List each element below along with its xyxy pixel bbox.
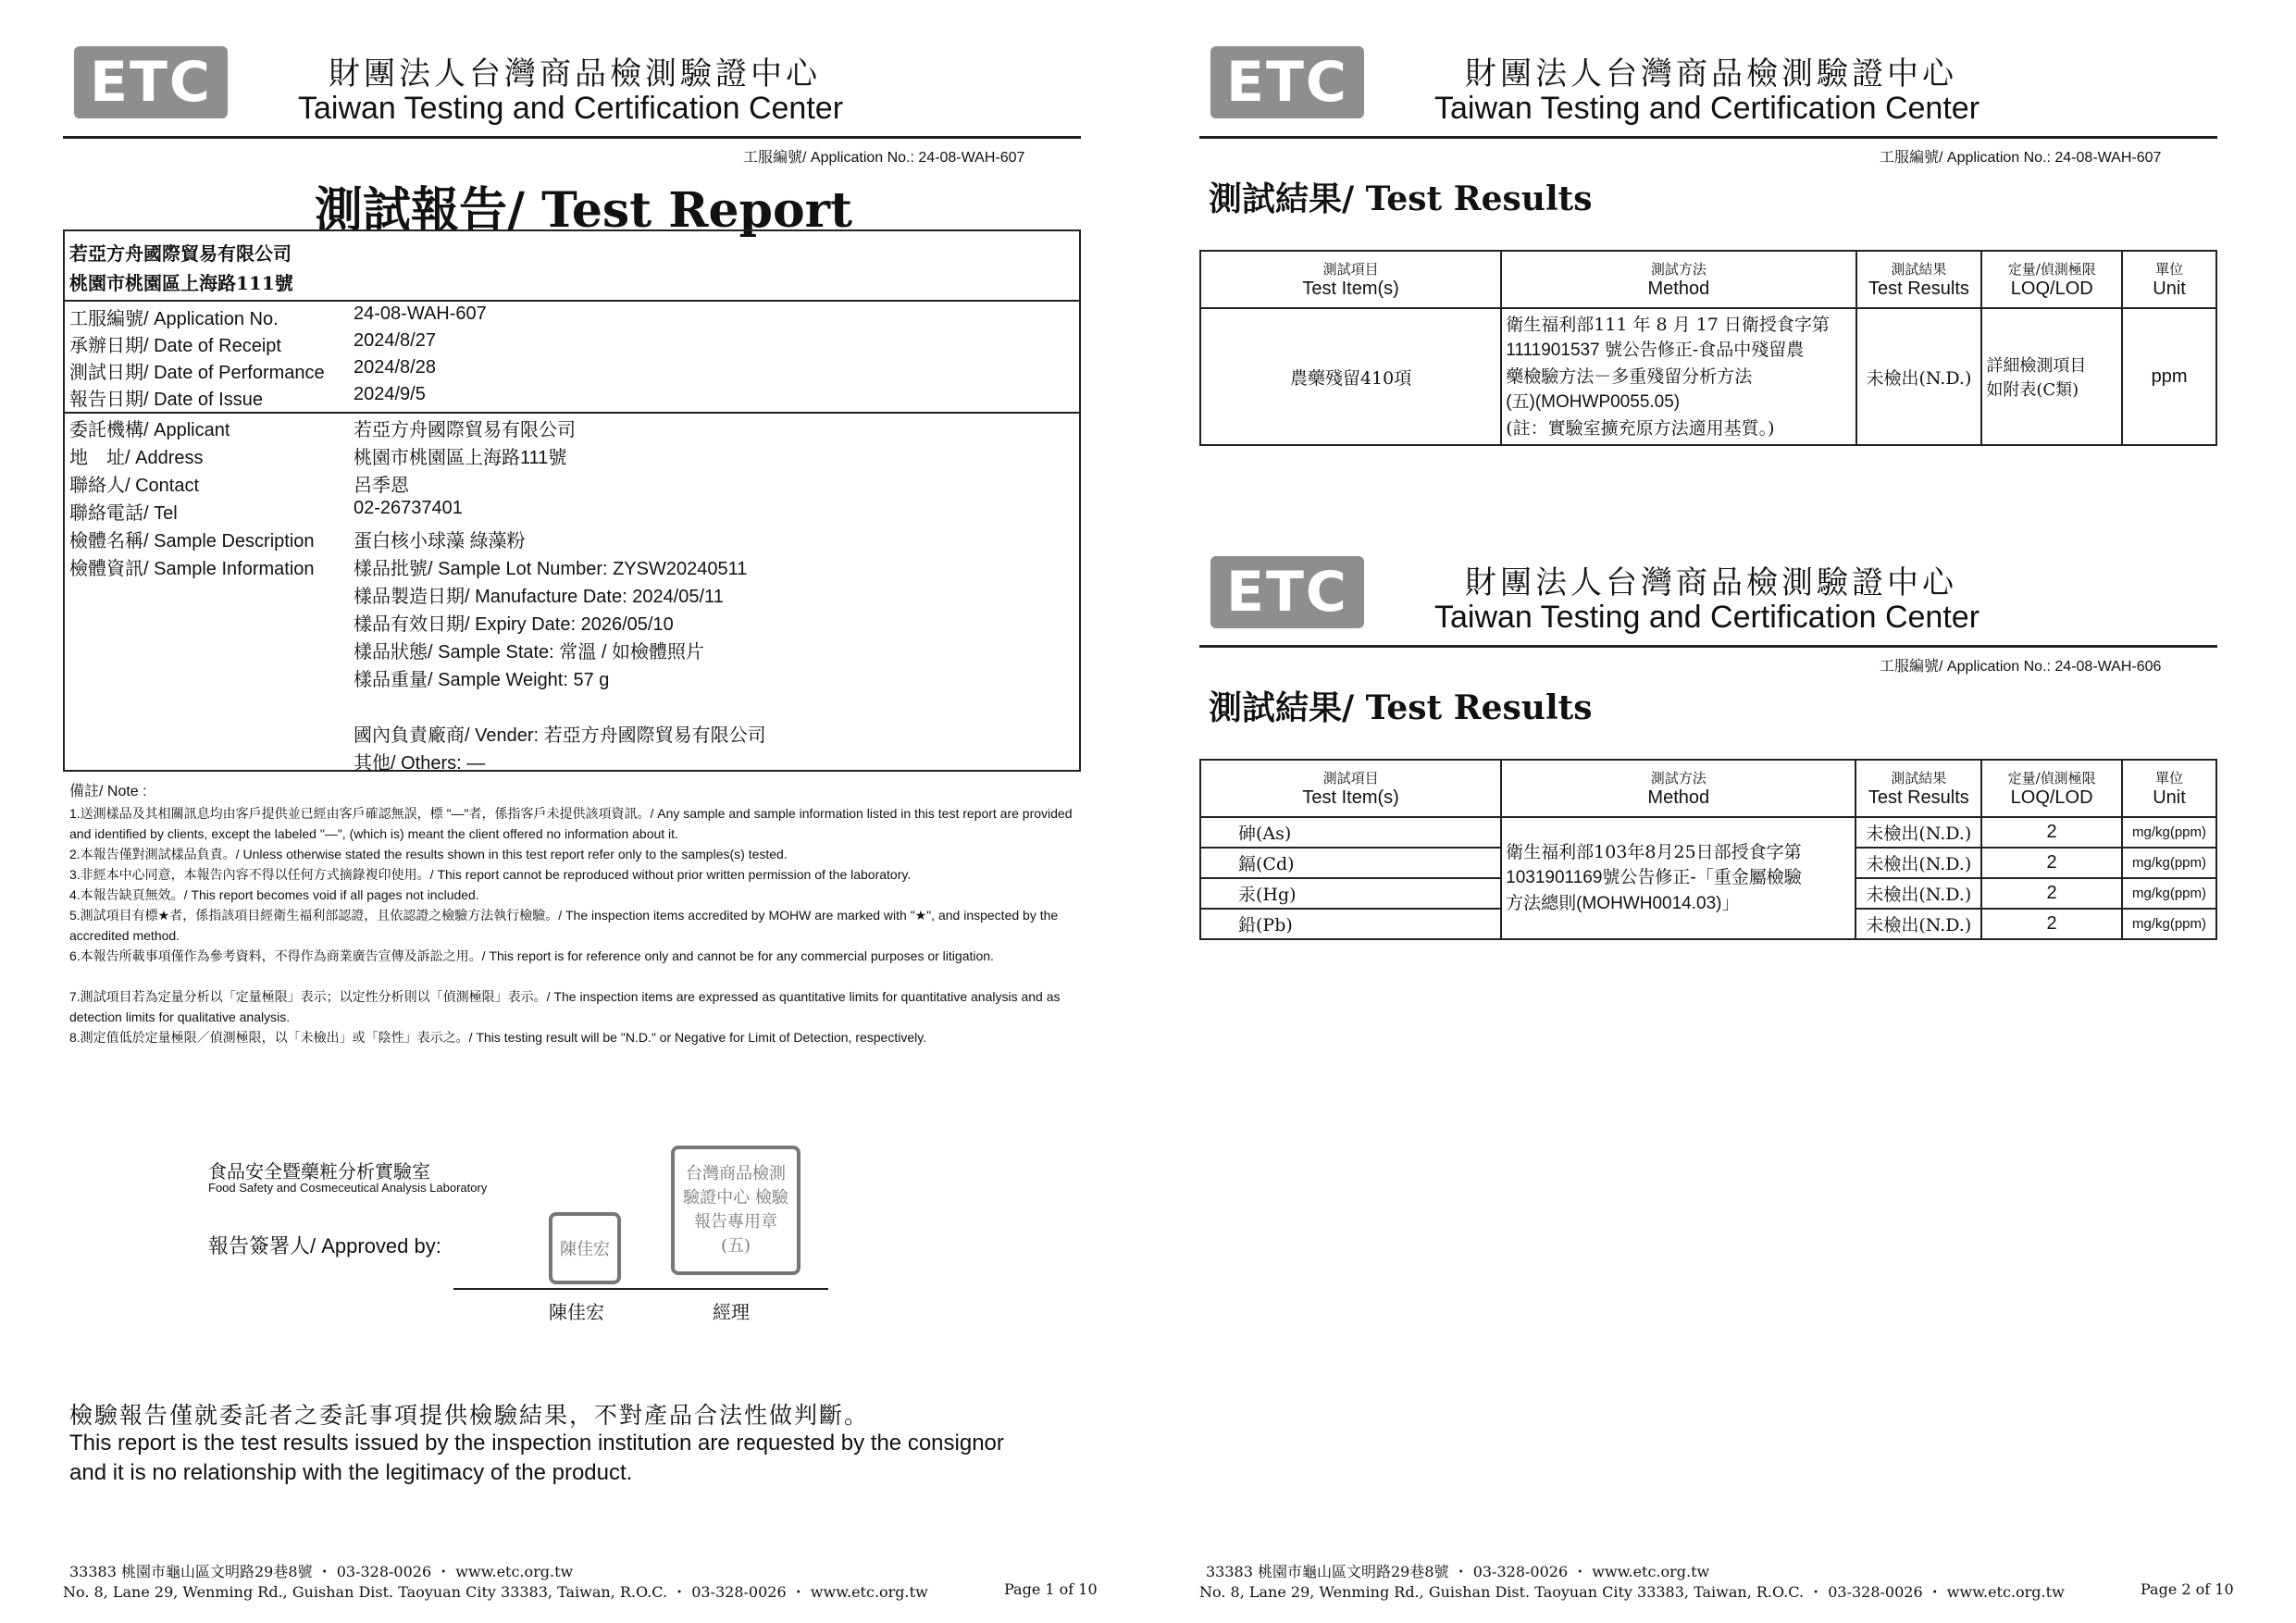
- client-address: 桃園市桃園區上海路111號: [69, 272, 293, 294]
- org-name-zh: 財團法人台灣商品檢測驗證中心: [1465, 56, 1957, 93]
- header-cell: 測試結果 Test Results: [1856, 251, 1982, 308]
- test-item: 農藥殘留410項: [1200, 308, 1501, 445]
- approved-by-label: 報告簽署人/ Approved by:: [208, 1234, 441, 1258]
- signer-seal: 陳佳宏: [549, 1212, 621, 1284]
- unit: mg/kg(ppm): [2122, 817, 2216, 848]
- footer-address-en: No. 8, Lane 29, Wenming Rd., Guishan Dist. Taoyuan City 33383, Taiwan, R.O.C. ・ 03-328-0026 ・ www.etc.org.tw: [1199, 1583, 2065, 1601]
- page-number: Page 2 of 10: [2141, 1580, 2234, 1598]
- divider: [63, 412, 1081, 414]
- heavy-metal-results-table: [1199, 759, 2217, 940]
- field-label: 委託機構/ Applicant: [69, 420, 230, 440]
- field-value: 2024/8/28: [354, 357, 436, 378]
- field-value: 02-26737401: [354, 498, 463, 518]
- footer-address-en: No. 8, Lane 29, Wenming Rd., Guishan Dist. Taoyuan City 33383, Taiwan, R.O.C. ・ 03-328-0026 ・ www.etc.org.tw: [63, 1583, 928, 1601]
- footer-address-zh: 33383 桃園市龜山區文明路29巷8號 ・ 03-328-0026 ・ www.etc.org.tw: [69, 1563, 574, 1580]
- field-value: 呂季恩: [354, 476, 409, 496]
- others: 其他/ Others: —: [354, 753, 486, 774]
- sample-info-line: 樣品製造日期/ Manufacture Date: 2024/05/11: [354, 587, 724, 607]
- field-value: 2024/9/5: [354, 384, 426, 404]
- field-label: 測試日期/ Date of Performance: [69, 363, 325, 383]
- field-value: 桃園市桃園區上海路111號: [354, 448, 567, 468]
- header-cell: 單位 Unit: [2122, 251, 2216, 308]
- lab-name-zh: 食品安全暨藥粧分析實驗室: [208, 1160, 430, 1183]
- field-label: 檢體資訊/ Sample Information: [69, 559, 315, 579]
- unit: ppm: [2122, 308, 2216, 445]
- divider: [63, 300, 1081, 302]
- signer-title: 經理: [713, 1301, 750, 1323]
- field-label: 承辦日期/ Date of Receipt: [69, 336, 281, 356]
- application-number: 工服編號/ Application No.: 24-08-WAH-607: [743, 150, 1025, 166]
- etc-logo: ETC: [1210, 46, 1364, 118]
- header-cell: 測試方法 Method: [1501, 251, 1855, 308]
- header-rule: [1199, 645, 2217, 648]
- results-title: 測試結果/ Test Results: [1209, 180, 1593, 218]
- vender: 國內負責廠商/ Vender: 若亞方舟國際貿易有限公司: [354, 725, 766, 746]
- disclaimer-en-2: and it is no relationship with the legitimacy of the product.: [69, 1460, 633, 1485]
- table-row: [1200, 308, 2216, 445]
- test-result: 未檢出(N.D.): [1855, 817, 1981, 848]
- note-title: 備註/ Note :: [69, 784, 147, 799]
- field-label: 地 址/ Address: [69, 448, 204, 468]
- header-cell: 測試項目 Test Item(s): [1200, 760, 1501, 817]
- note-item: 4.本報告缺頁無效。/ This report becomes void if all pages not included.: [69, 887, 479, 902]
- lab-name-en: Food Safety and Cosmeceutical Analysis Laboratory: [208, 1181, 488, 1195]
- client-name: 若亞方舟國際貿易有限公司: [69, 242, 292, 265]
- field-value: 若亞方舟國際貿易有限公司: [354, 420, 576, 440]
- field-value: 2024/8/27: [354, 330, 436, 351]
- company-seal: 台灣商品檢測驗證中心 檢驗報告專用章 (五): [671, 1146, 800, 1275]
- test-method: 衛生福利部103年8月25日部授食字第 1031901169號公告修正-「重金屬檢驗 方法總則(MOHWH0014.03)」: [1501, 817, 1855, 939]
- field-label: 工服編號/ Application No.: [69, 309, 279, 329]
- application-number: 工服編號/ Application No.: 24-08-WAH-606: [1880, 659, 2162, 675]
- field-label: 聯絡人/ Contact: [69, 476, 200, 496]
- header-cell: 定量/偵測極限 LOQ/LOD: [1981, 251, 2122, 308]
- table-header-row: [1200, 251, 2216, 308]
- sample-info-line: 樣品重量/ Sample Weight: 57 g: [354, 670, 610, 690]
- table-row: [1200, 817, 2216, 848]
- header-cell: 測試結果 Test Results: [1855, 760, 1981, 817]
- field-label: 檢體名稱/ Sample Description: [69, 531, 315, 551]
- signer-name: 陳佳宏: [549, 1301, 604, 1323]
- sample-info-line: 樣品有效日期/ Expiry Date: 2026/05/10: [354, 614, 674, 635]
- test-item: 鎘(Cd): [1200, 848, 1501, 878]
- header-cell: 測試項目 Test Item(s): [1200, 251, 1501, 308]
- loq-lod: 2: [1981, 817, 2122, 848]
- application-number: 工服編號/ Application No.: 24-08-WAH-607: [1880, 150, 2162, 166]
- unit: mg/kg(ppm): [2122, 909, 2216, 939]
- org-name-zh: 財團法人台灣商品檢測驗證中心: [1465, 564, 1957, 601]
- pesticide-results-table: [1199, 250, 2217, 446]
- test-result: 未檢出(N.D.): [1855, 848, 1981, 878]
- loq-lod: 2: [1981, 848, 2122, 878]
- test-item: 砷(As): [1200, 817, 1501, 848]
- header-cell: 單位 Unit: [2122, 760, 2216, 817]
- loq-lod: 詳細檢測項目 如附表(C類): [1981, 308, 2122, 445]
- org-name-en: Taiwan Testing and Certification Center: [1434, 91, 1980, 126]
- etc-logo: ETC: [74, 46, 228, 118]
- table-header-row: [1200, 760, 2216, 817]
- unit: mg/kg(ppm): [2122, 878, 2216, 909]
- note-item: 8.測定值低於定量極限／偵測極限，以「未檢出」或「陰性」表示之。/ This testing result will be "N.D." or Negative for Limit of Detection, respectively.: [69, 1030, 927, 1045]
- org-name-en: Taiwan Testing and Certification Center: [298, 91, 844, 126]
- field-label: 聯絡電話/ Tel: [69, 503, 178, 524]
- etc-logo: ETC: [1210, 556, 1364, 628]
- unit: mg/kg(ppm): [2122, 848, 2216, 878]
- header-rule: [1199, 136, 2217, 139]
- note-item: 6.本報告所載事項僅作為參考資料，不得作為商業廣告宣傳及訴訟之用。/ This report is for reference only and cannot be for any commercial purposes or litigation.: [69, 948, 994, 963]
- footer-address-zh: 33383 桃園市龜山區文明路29巷8號 ・ 03-328-0026 ・ www.etc.org.tw: [1206, 1563, 1710, 1580]
- test-result: 未檢出(N.D.): [1855, 878, 1981, 909]
- field-value: 24-08-WAH-607: [354, 304, 487, 324]
- sample-info-line: 樣品狀態/ Sample State: 常溫 / 如檢體照片: [354, 642, 704, 663]
- header-rule: [63, 136, 1081, 139]
- field-label: 報告日期/ Date of Issue: [69, 390, 263, 410]
- test-result: 未檢出(N.D.): [1855, 909, 1981, 939]
- test-result: 未檢出(N.D.): [1856, 308, 1982, 445]
- note-item: 3.非經本中心同意，本報告內容不得以任何方式摘錄複印使用。/ This report cannot be reproduced without prior written permission of the laboratory.: [69, 867, 912, 882]
- note-item: 1.送測樣品及其相關訊息均由客戶提供並已經由客戶確認無誤，標 "—"者，係指客戶未提供該項資訊。/ Any sample and sample information listed in this test report are provided and identified by clients, except the labeled "—", (which is) meant the client offered no information about it.: [69, 806, 1073, 841]
- test-item: 鉛(Pb): [1200, 909, 1501, 939]
- field-value: 蛋白核小球藻 綠藻粉: [354, 531, 526, 551]
- disclaimer-en-1: This report is the test results issued by the inspection institution are requested by the consignor: [69, 1431, 1004, 1456]
- test-item: 汞(Hg): [1200, 878, 1501, 909]
- note-item: 2.本報告僅對測試樣品負責。/ Unless otherwise stated the results shown in this test report refer only to the samples(s) tested.: [69, 847, 788, 861]
- results-title: 測試結果/ Test Results: [1209, 688, 1593, 727]
- loq-lod: 2: [1981, 878, 2122, 909]
- test-method: 衛生福利部111 年 8 月 17 日衛授食字第 1111901537 號公告修正-食品中殘留農 藥檢驗方法－多重殘留分析方法 (五)(MOHWP0055.05) (註：實驗室擴充原方法適用基質。): [1501, 308, 1855, 445]
- loq-lod: 2: [1981, 909, 2122, 939]
- header-cell: 定量/偵測極限 LOQ/LOD: [1981, 760, 2122, 817]
- header-cell: 測試方法 Method: [1501, 760, 1855, 817]
- note-item: 5.測試項目有標★者，係指該項目經衛生福利部認證，且依認證之檢驗方法執行檢驗。/ The inspection items accredited by MOHW are marked with "★", and inspected by the accredited method.: [69, 908, 1059, 943]
- signature-line: [453, 1288, 828, 1290]
- org-name-zh: 財團法人台灣商品檢測驗證中心: [329, 56, 821, 93]
- page-number: Page 1 of 10: [1004, 1580, 1098, 1598]
- report-title: 測試報告/ Test Report: [315, 182, 853, 239]
- field-value: 樣品批號/ Sample Lot Number: ZYSW20240511: [354, 559, 748, 579]
- note-item: 7.測試項目若為定量分析以「定量極限」表示；以定性分析則以「偵測極限」表示。/ The inspection items are expressed as quantitative limits for quantitative analysis and as detection limits for qualitative analysis.: [69, 989, 1061, 1024]
- disclaimer-zh: 檢驗報告僅就委託者之委託事項提供檢驗結果，不對產品合法性做判斷。: [69, 1402, 870, 1429]
- org-name-en: Taiwan Testing and Certification Center: [1434, 600, 1980, 635]
